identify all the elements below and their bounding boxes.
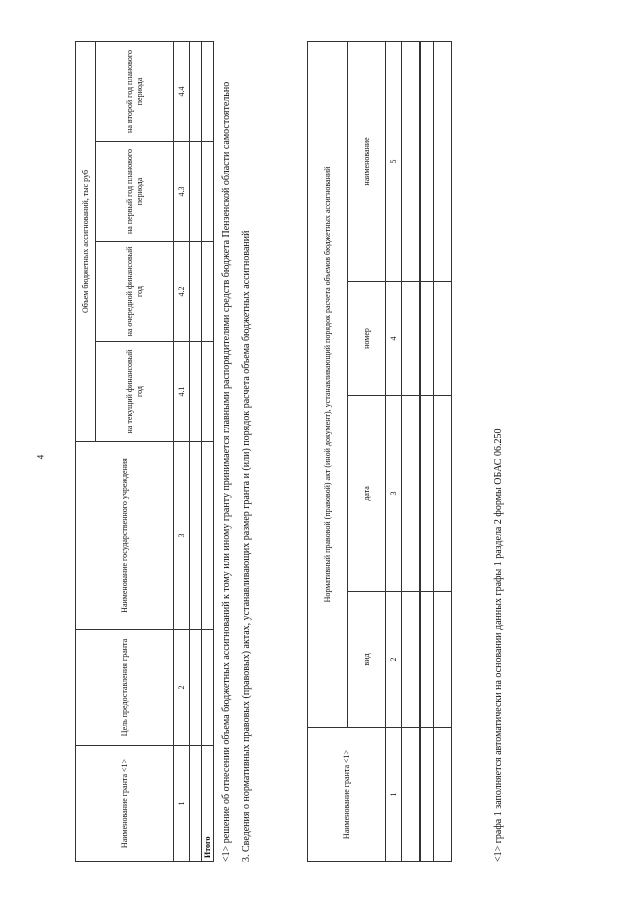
header-date: дата	[348, 396, 386, 592]
total-label: Итого	[202, 746, 214, 862]
header-number: номер	[348, 282, 386, 396]
header-next-year: на очередной финансовый год	[96, 242, 174, 342]
table-row	[190, 41, 202, 861]
page-number: 4	[35, 454, 46, 460]
colnum-4-3: 4.3	[174, 142, 190, 242]
footnote-1: <1> решение об отнесении объема бюджетных ассигнований к тому или иному гранту принимается главными распорядителями средств бюджета Пензенской области самостоятельно	[221, 81, 232, 862]
footer-note: <1> графа 1 заполняется автоматически на основании данных графы 1 раздела 2 формы ОБАС 06.250	[493, 428, 504, 862]
table-row	[434, 41, 452, 861]
colnum2-4: 4	[386, 282, 402, 396]
header-second-plan-year: на второй год планового периода	[96, 41, 174, 141]
header-institution-name: Наименование государственного учреждения	[76, 442, 174, 630]
header-type: вид	[348, 592, 386, 728]
colnum2-3: 3	[386, 396, 402, 592]
table-row	[420, 41, 434, 861]
notes-block	[221, 42, 260, 862]
header-current-year: на текущий финансовый год	[96, 342, 174, 442]
header-title: наименование	[348, 41, 386, 281]
header-grant-name-2: Наименование гранта <1>	[308, 728, 386, 862]
colnum-2: 2	[174, 630, 190, 746]
section-3-heading: 3. Сведения о нормативных правовых (правовых) актах, устанавливающих размер гранта и (или) порядок расчета объема бюджетных ассигнований	[240, 230, 252, 862]
rotated-page-content	[75, 42, 535, 862]
header-legal-act: Нормативный правовой (правовой) акт (иной документ), устанавливающий порядок расчета объемов бюджетных ассигнований	[308, 41, 348, 727]
colnum-3: 3	[174, 442, 190, 630]
header-grant-name: Наименование гранта <1>	[76, 746, 174, 862]
colnum-4-1: 4.1	[174, 342, 190, 442]
colnum-4-4: 4.4	[174, 41, 190, 141]
colnum2-1: 1	[386, 728, 402, 862]
legal-acts-table	[307, 41, 452, 862]
header-grant-purpose: Цель предоставления гранта	[76, 630, 174, 746]
header-first-plan-year: на первый год планового периода	[96, 142, 174, 242]
colnum2-5: 5	[386, 41, 402, 281]
colnum-4-2: 4.2	[174, 242, 190, 342]
total-row	[202, 41, 214, 861]
colnum2-2: 2	[386, 592, 402, 728]
table-row	[402, 41, 420, 861]
grants-budget-table	[75, 41, 214, 862]
column-numbers-row	[174, 41, 190, 861]
colnum-1: 1	[174, 746, 190, 862]
header-budget-volume: Объем бюджетных ассигнований, тыс руб	[76, 41, 96, 441]
column-numbers-row-2	[386, 41, 402, 861]
